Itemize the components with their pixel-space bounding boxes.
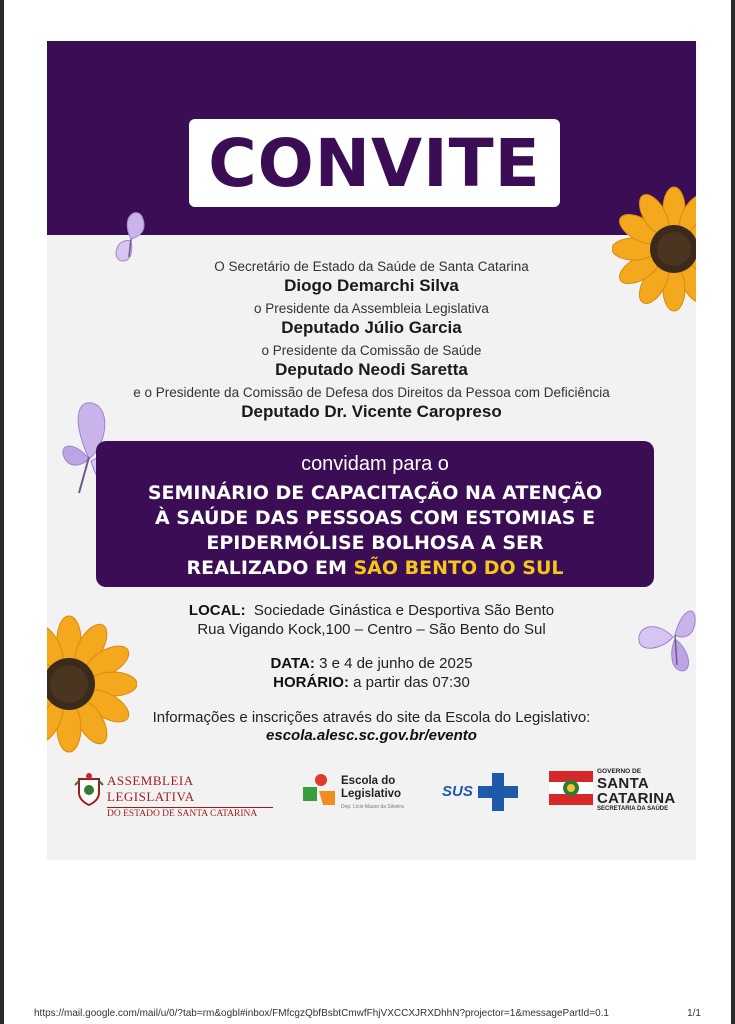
print-url: https://mail.google.com/mail/u/0/?tab=rm&ogbl#inbox/FMfcgzQbfBsbtCmwfFhjVXCCXJRXDhhN?projector=1&messagePartId=0.1: [34, 1008, 609, 1019]
sc-line1: GOVERNO DE: [597, 768, 642, 775]
medical-cross-icon: [478, 773, 518, 811]
host-name-1: Diogo Demarchi Silva: [284, 276, 459, 295]
sc-line2: SANTA: [597, 774, 650, 792]
location-address: Rua Vigando Kock,100 – Centro – São Bento do Sul: [197, 621, 546, 638]
host-name-2: Deputado Júlio Garcia: [281, 318, 462, 337]
convite-title-box: [189, 119, 560, 207]
time-label: HORÁRIO:: [273, 674, 349, 691]
date-value: 3 e 4 de junho de 2025: [319, 655, 473, 672]
page-indicator: 1/1: [687, 1008, 701, 1019]
event-title-line: À SAÚDE DAS PESSOAS COM ESTOMIAS E: [154, 507, 596, 529]
panel-intro: convidam para o: [301, 453, 449, 475]
host-role-3: o Presidente da Comissão de Saúde: [261, 343, 482, 358]
host-name-3: Deputado Neodi Saretta: [275, 360, 468, 379]
santa-catarina-logo: [549, 769, 689, 813]
event-title-prefix: REALIZADO EM: [186, 557, 354, 579]
viewer-frame-right: [731, 0, 735, 1024]
location-place: Sociedade Ginástica e Desportiva São Bento: [253, 602, 555, 619]
sunflower-icon: [612, 181, 696, 317]
host-name-4: Deputado Dr. Vicente Caropreso: [241, 402, 502, 421]
host-role-2: o Presidente da Assembleia Legislativa: [254, 301, 489, 316]
event-city-highlight: SÃO BENTO DO SUL: [353, 557, 564, 579]
time-line: [47, 674, 696, 691]
sc-line3: CATARINA: [597, 789, 676, 807]
sc-text: [597, 769, 676, 812]
sc-flag-icon: [549, 771, 593, 805]
date-line: [47, 655, 696, 672]
coat-of-arms-icon: [73, 771, 105, 809]
location-label: LOCAL:: [188, 602, 246, 619]
alesc-text: [107, 773, 273, 819]
sus-label: SUS: [442, 783, 473, 800]
alesc-line2: DO ESTADO DE SANTA CATARINA: [107, 807, 273, 819]
viewer-frame-left: [0, 0, 4, 1024]
website-link[interactable]: escola.alesc.sc.gov.br/evento: [266, 727, 477, 744]
info-text: Informações e inscrições através do site da Escola do Legislativo:: [152, 709, 591, 726]
invitation-card: [47, 41, 696, 860]
sc-line4: SECRETARIA DA SAÚDE: [597, 805, 669, 812]
escola-emblem-icon: [301, 773, 337, 807]
escola-logo: [301, 773, 421, 811]
event-title-line: [96, 556, 654, 581]
event-title-line: SEMINÁRIO DE CAPACITAÇÃO NA ATENÇÃO: [147, 482, 603, 504]
alesc-line1: ASSEMBLEIA LEGISLATIVA: [107, 773, 195, 804]
escola-sub: Dep. Lício Mauro da Silveira: [341, 804, 404, 810]
location-line: [47, 602, 696, 619]
host-role-4: e o Presidente da Comissão de Defesa dos Direitos da Pessoa com Deficiência: [133, 385, 610, 400]
convite-heading: CONVITE: [208, 124, 541, 202]
event-title: [96, 481, 654, 581]
event-title-line: EPIDERMÓLISE BOLHOSA A SER: [206, 532, 544, 554]
sus-logo: [442, 773, 522, 811]
host-role-1: O Secretário de Estado da Saúde de Santa Catarina: [214, 259, 529, 274]
escola-line1: Escola do: [341, 775, 396, 787]
escola-line2: Legislativo: [341, 788, 402, 800]
date-label: DATA:: [270, 655, 315, 672]
alesc-logo: [73, 771, 273, 819]
escola-text: [341, 775, 404, 814]
event-title-panel: [96, 441, 654, 587]
time-value: a partir das 07:30: [353, 674, 470, 691]
